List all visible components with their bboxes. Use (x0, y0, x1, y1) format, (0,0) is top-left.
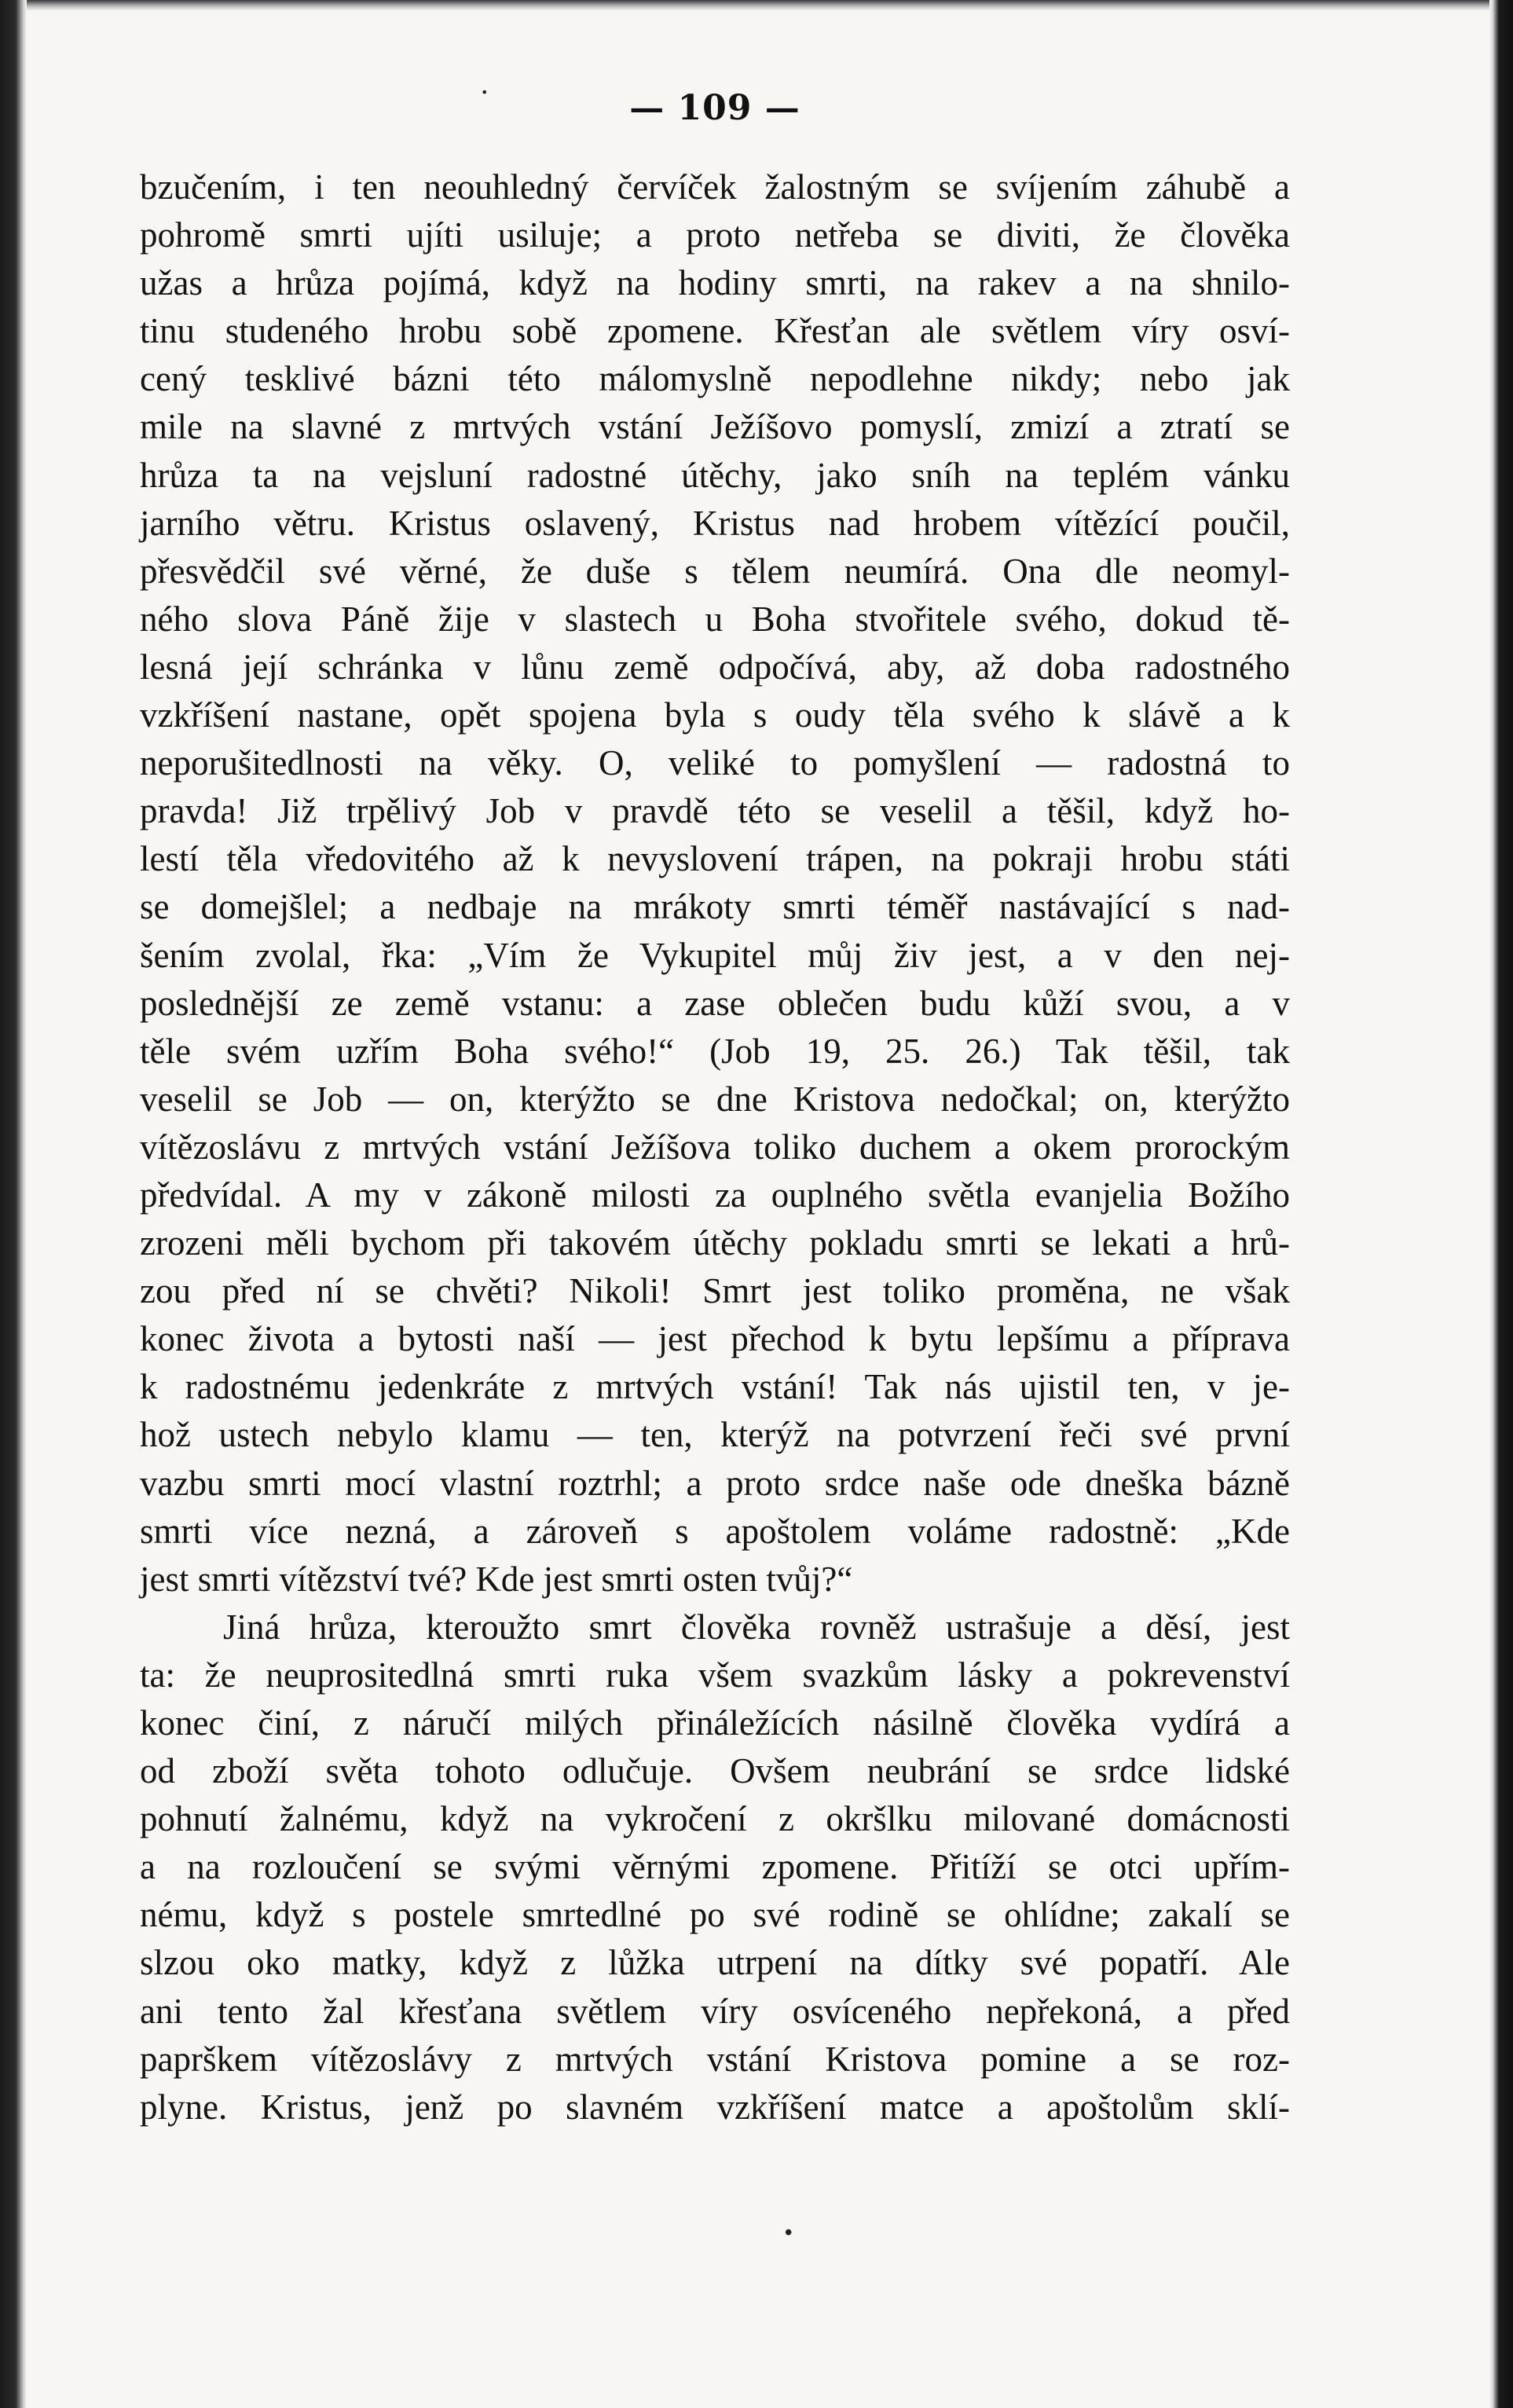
text-line: šením zvolal, řka: „Vím že Vykupitel můj živ jest, a v den nej- (140, 935, 1290, 975)
text-line: konec života a bytosti naší — jest přechod k bytu lepšímu a příprava (140, 1319, 1290, 1359)
text-line: hrůza ta na vejsluní radostné útěchy, jako sníh na teplém vánku (140, 455, 1290, 495)
text-line: těle svém uzřím Boha svého!“ (Job 19, 25. 26.) Tak těšil, tak (140, 1031, 1290, 1071)
text-line: veselil se Job — on, kterýžto se dne Kristova nedočkal; on, kterýžto (140, 1079, 1290, 1119)
text-line: nému, když s postele smrtedlné po své rodině se ohlídne; zakalí se (140, 1895, 1290, 1935)
text-line: smrti více nezná, a zároveň s apoštolem voláme radostně: „Kde (140, 1511, 1290, 1551)
text-line: užas a hrůza pojímá, když na hodiny smrti, na rakev a na shnilo- (140, 263, 1290, 303)
text-line-paragraph-end: jest smrti vítězství tvé? Kde jest smrti osten tvůj?“ (140, 1559, 853, 1599)
text-line: poslednější ze země vstanu: a zase oblečen budu kůží svou, a v (140, 983, 1290, 1023)
ink-speck-mark: • (782, 2222, 795, 2245)
text-line: předvídal. A my v zákoně milosti za ouplného světla evanjelia Božího (140, 1175, 1290, 1215)
text-line: zou před ní se chvěti? Nikoli! Smrt jest toliko proměna, ne však (140, 1271, 1290, 1311)
page-number: — 109 — (629, 88, 800, 128)
text-line: a na rozloučení se svými věrnými zpomene. Přitíží se otci upřím- (140, 1847, 1290, 1887)
text-line: hož ustech nebylo klamu — ten, kterýž na potvrzení řeči své první (140, 1415, 1290, 1455)
text-line: slzou oko matky, když z lůžka utrpení na dítky své popatří. Ale (140, 1943, 1290, 1983)
page-top-edge-shadow (0, 0, 1513, 11)
body-text (140, 163, 1290, 2131)
text-line: lestí těla vředovitého až k nevyslovení trápen, na pokraji hrobu státi (140, 839, 1290, 879)
text-line: plyne. Kristus, jenž po slavném vzkříšení matce a apoštolům sklí- (140, 2087, 1290, 2127)
text-line: vzkříšení nastane, opět spojena byla s oudy těla svého k slávě a k (140, 695, 1290, 735)
text-line: ného slova Páně žije v slastech u Boha stvořitele svého, dokud tě- (140, 599, 1290, 639)
text-line: konec činí, z náručí milých přináležících násilně člověka vydírá a (140, 1703, 1290, 1743)
text-line: ani tento žal křesťana světlem víry osvíceného nepřekoná, a před (140, 1991, 1290, 2031)
page-right-edge-shadow (1489, 0, 1513, 2408)
text-line: neporušitedlnosti na věky. O, veliké to pomyšlení — radostná to (140, 743, 1290, 783)
text-line-paragraph-start: Jiná hrůza, kteroužto smrt člověka rovněž ustrašuje a děsí, jest (223, 1607, 1290, 1647)
text-line: se domejšlel; a nedbaje na mrákoty smrti téměř nastávající s nad- (140, 887, 1290, 927)
page-left-edge-shadow (0, 0, 27, 2408)
ink-speck-mark: • (481, 85, 489, 100)
text-line: bzučením, i ten neouhledný červíček žalostným se svíjením záhubě a (140, 167, 1290, 207)
text-line: lesná její schránka v lůnu země odpočívá, aby, až doba radostného (140, 647, 1290, 687)
text-line: vítězoslávu z mrtvých vstání Ježíšova toliko duchem a okem prorockým (140, 1127, 1290, 1167)
text-line: tinu studeného hrobu sobě zpomene. Křesťan ale světlem víry osví- (140, 311, 1290, 351)
text-line: vazbu smrti mocí vlastní roztrhl; a proto srdce naše ode dneška bázně (140, 1463, 1290, 1503)
text-line: paprškem vítězoslávy z mrtvých vstání Kristova pomine a se roz- (140, 2039, 1290, 2079)
text-line: ta: že neuprositedlná smrti ruka všem svazkům lásky a pokrevenství (140, 1655, 1290, 1695)
text-line: přesvědčil své věrné, že duše s tělem neumírá. Ona dle neomyl- (140, 551, 1290, 591)
text-line: zrozeni měli bychom při takovém útěchy pokladu smrti se lekati a hrů- (140, 1223, 1290, 1263)
text-line: pravda! Již trpělivý Job v pravdě této se veselil a těšil, když ho- (140, 791, 1290, 831)
text-line: od zboží světa tohoto odlučuje. Ovšem neubrání se srdce lidské (140, 1751, 1290, 1791)
text-line: cený tesklivé bázni této málomyslně nepodlehne nikdy; nebo jak (140, 359, 1290, 399)
text-line: pohnutí žalnému, když na vykročení z okršlku milované domácnosti (140, 1799, 1290, 1839)
text-line: jarního větru. Kristus oslavený, Kristus nad hrobem vítězící poučil, (140, 503, 1290, 543)
text-line: pohromě smrti ujíti usiluje; a proto netřeba se diviti, že člověka (140, 215, 1290, 255)
text-line: mile na slavné z mrtvých vstání Ježíšovo pomyslí, zmizí a ztratí se (140, 407, 1290, 447)
text-line: k radostnému jedenkráte z mrtvých vstání! Tak nás ujistil ten, v je- (140, 1367, 1290, 1407)
